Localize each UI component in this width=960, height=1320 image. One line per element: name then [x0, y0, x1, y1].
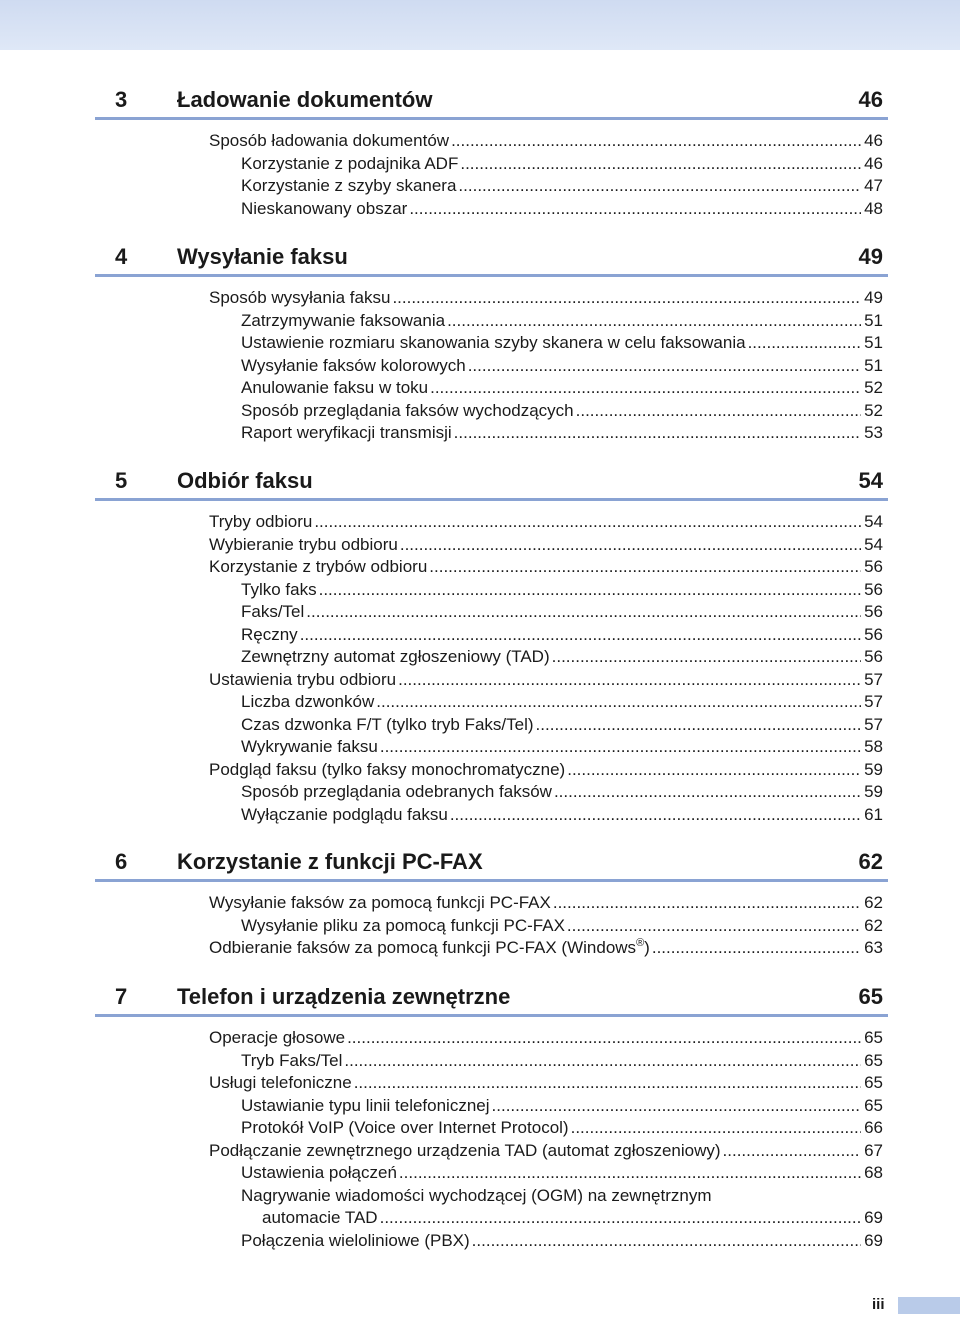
- toc-entry-page: 56: [864, 647, 883, 666]
- toc-entry-page: 65: [864, 1073, 883, 1092]
- toc-entry-title: Wybieranie trybu odbioru: [209, 534, 398, 554]
- toc-entry-page: 56: [864, 624, 883, 644]
- toc-entry-page: 59: [864, 782, 883, 801]
- toc-entry-page: 57: [864, 692, 883, 711]
- chapter-4: [95, 242, 888, 442]
- toc-entry[interactable]: [95, 355, 888, 378]
- toc-entry-title: Wysyłanie pliku za pomocą funkcji PC-FAX: [241, 915, 565, 935]
- toc-entry[interactable]: [95, 1140, 888, 1163]
- dot-leader: [567, 915, 861, 936]
- toc-entry[interactable]: [95, 915, 888, 938]
- toc-entry-title: Odbieranie faksów za pomocą funkcji PC-FAX (Windows: [209, 938, 637, 957]
- toc-entry-title: Sposób wysyłania faksu: [209, 288, 391, 307]
- toc-entry-page: 46: [864, 153, 883, 173]
- toc-entry[interactable]: [95, 736, 888, 759]
- toc-entry-row: [241, 915, 883, 936]
- chapter-heading[interactable]: [95, 982, 888, 1017]
- toc-entry-row: [241, 1050, 883, 1071]
- chapter-title: Ładowanie dokumentów: [177, 87, 433, 112]
- toc-entry-page: 46: [864, 131, 883, 150]
- footer-band: [898, 1297, 960, 1314]
- dot-leader: [430, 377, 861, 398]
- toc-entry-page: 59: [864, 759, 883, 779]
- dot-leader: [451, 130, 861, 151]
- dot-leader: [380, 736, 861, 757]
- toc-entry-title: Korzystanie z trybów odbioru: [209, 557, 428, 576]
- toc-entry-row: [209, 669, 883, 690]
- toc-entry-page: 48: [864, 198, 883, 218]
- toc-entry-title: Ustawienie rozmiaru skanowania szyby skanera w celu faksowania: [241, 333, 746, 352]
- toc-entry-row: [241, 736, 883, 757]
- dot-leader: [454, 422, 861, 443]
- toc-entry-title: Zatrzymywanie faksowania: [241, 310, 446, 330]
- dot-leader: [380, 1207, 861, 1228]
- toc-entry-page: 57: [864, 669, 883, 689]
- toc-entry-title: Korzystanie z podajnika ADF: [241, 153, 459, 173]
- toc-entry[interactable]: [95, 130, 888, 153]
- toc-entry[interactable]: [95, 1162, 888, 1185]
- dot-leader: [398, 669, 861, 690]
- dot-leader: [409, 198, 861, 219]
- chapter-5: [95, 466, 888, 824]
- toc-entry-title: Tryb Faks/Tel: [241, 1050, 343, 1070]
- toc-entry-page: 54: [864, 534, 883, 554]
- toc-entry-row: [209, 892, 883, 913]
- dot-leader: [652, 937, 861, 958]
- entry-list: [95, 1027, 888, 1252]
- toc-entry-row: [241, 355, 883, 376]
- chapter-page-number: 62: [858, 849, 883, 874]
- toc-entry-page: 65: [864, 1095, 883, 1115]
- dot-leader: [468, 355, 861, 376]
- toc-entry-page: 52: [864, 400, 883, 420]
- toc-entry-row: [209, 759, 883, 780]
- toc-entry[interactable]: [95, 579, 888, 602]
- toc-entry-row: [241, 804, 883, 825]
- toc-entry[interactable]: [95, 1095, 888, 1118]
- toc-entry[interactable]: [95, 892, 888, 915]
- toc-entry[interactable]: [95, 511, 888, 534]
- chapter-7: [95, 982, 888, 1250]
- toc-entry[interactable]: [95, 714, 888, 737]
- toc-entry-row: [209, 1140, 883, 1161]
- toc-entry-page: 69: [864, 1230, 883, 1250]
- toc-entry-page: 56: [864, 602, 883, 621]
- entry-list: [95, 130, 888, 220]
- toc-entry-row: [241, 422, 883, 443]
- toc-entry[interactable]: [95, 1027, 888, 1050]
- dot-leader: [392, 287, 861, 308]
- toc-entry-row: [241, 691, 883, 712]
- toc-entry[interactable]: [95, 937, 888, 960]
- toc-entry-row: [241, 153, 883, 174]
- toc-entry[interactable]: [95, 310, 888, 333]
- toc-entry[interactable]: [95, 198, 888, 221]
- toc-entry-page: 61: [864, 804, 883, 824]
- dot-leader: [354, 1072, 861, 1093]
- toc-entry-title: Korzystanie z szyby skanera: [241, 176, 457, 195]
- toc-entry-title: Tylko faks: [241, 579, 317, 599]
- toc-entry-row: [241, 579, 883, 600]
- chapter-title: Telefon i urządzenia zewnętrzne: [177, 984, 511, 1009]
- toc-entry-title: Protokół VoIP (Voice over Internet Protocol): [241, 1118, 569, 1137]
- toc-entry-row: [241, 198, 883, 219]
- toc-entry-title: Ustawianie typu linii telefonicznej: [241, 1095, 490, 1115]
- toc-entry-page: 47: [864, 176, 883, 195]
- chapter-3: [95, 85, 888, 218]
- toc-entry-page: 51: [864, 333, 883, 352]
- toc-entry-title: Wyłączanie podglądu faksu: [241, 804, 448, 824]
- toc-entry-title: Usługi telefoniczne: [209, 1073, 352, 1092]
- toc-entry-title: Ustawienia trybu odbioru: [209, 669, 397, 689]
- toc-entry-row: [241, 1185, 883, 1206]
- toc-entry-page: 68: [864, 1163, 883, 1182]
- toc-entry[interactable]: [95, 1230, 888, 1253]
- toc-entry-page: 66: [864, 1118, 883, 1137]
- dot-leader: [450, 804, 861, 825]
- toc-entry-row: [241, 1117, 883, 1138]
- dot-leader: [723, 1140, 861, 1161]
- toc-entry[interactable]: [95, 804, 888, 827]
- toc-entry[interactable]: [95, 781, 888, 804]
- toc-entry[interactable]: [95, 332, 888, 355]
- toc-entry-title: Anulowanie faksu w toku: [241, 378, 429, 397]
- dot-leader: [300, 624, 861, 645]
- toc-entry-row: [209, 1072, 883, 1093]
- chapter-number: 7: [115, 984, 128, 1009]
- toc-entry[interactable]: [95, 175, 888, 198]
- chapter-heading[interactable]: [95, 847, 888, 882]
- toc-entry-title: Zewnętrzny automat zgłoszeniowy (TAD): [241, 647, 550, 666]
- toc-entry-page: 53: [864, 423, 883, 442]
- toc-entry-row: [209, 534, 883, 555]
- toc-entry-title: Wykrywanie faksu: [241, 737, 378, 756]
- toc-entry-title: Sposób przeglądania odebranych faksów: [241, 782, 552, 801]
- dot-leader: [458, 175, 861, 196]
- chapter-heading[interactable]: [95, 85, 888, 120]
- toc-entry-page: 65: [864, 1050, 883, 1070]
- dot-leader: [554, 781, 861, 802]
- toc-entry-page: 52: [864, 378, 883, 397]
- toc-entry-title: Wysyłanie faksów za pomocą funkcji PC-FAX: [209, 893, 551, 912]
- toc-entry[interactable]: [95, 1072, 888, 1095]
- chapter-heading[interactable]: [95, 242, 888, 277]
- dot-leader: [576, 400, 861, 421]
- chapter-number: 3: [115, 87, 128, 112]
- toc-entry-row: [209, 287, 883, 308]
- toc-entry-title: Wysyłanie faksów kolorowych: [241, 355, 466, 375]
- dot-leader: [447, 310, 861, 331]
- toc-entry-row: [209, 556, 883, 577]
- toc-entry-title: Ręczny: [241, 624, 298, 644]
- toc-entry[interactable]: [95, 624, 888, 647]
- toc-entry[interactable]: [95, 1050, 888, 1073]
- chapter-page-number: 54: [858, 468, 883, 493]
- toc-entry-row: [209, 130, 883, 151]
- dot-leader: [552, 646, 861, 667]
- toc-entry-page: 65: [864, 1028, 883, 1047]
- toc-entry-page: 56: [864, 579, 883, 599]
- toc-entry-title: Ustawienia połączeń: [241, 1163, 397, 1182]
- chapter-6: [95, 847, 888, 957]
- toc-entry-row: [241, 714, 883, 735]
- dot-leader: [429, 556, 861, 577]
- toc-entry[interactable]: [95, 556, 888, 579]
- toc-entry-row: [241, 310, 883, 331]
- toc-entry-page: 67: [864, 1140, 883, 1160]
- toc-entry-page: 62: [864, 893, 883, 912]
- dot-leader: [400, 534, 861, 555]
- toc-entry-title: Nieskanowany obszar: [241, 198, 408, 218]
- toc-entry-row: [241, 377, 883, 398]
- toc-entry-page: 51: [864, 310, 883, 330]
- registered-mark: ®: [636, 937, 645, 949]
- toc-entry[interactable]: [95, 534, 888, 557]
- toc-entry[interactable]: [95, 759, 888, 782]
- toc-entry-page: 54: [864, 512, 883, 531]
- toc-entry[interactable]: [95, 1207, 888, 1230]
- dot-leader: [319, 579, 861, 600]
- toc-entry-title: Raport weryfikacji transmisji: [241, 423, 452, 442]
- toc-entry-title: Połączenia wieloliniowe (PBX): [241, 1230, 470, 1250]
- toc-entry-title: Liczba dzwonków: [241, 692, 375, 711]
- toc-entry-page: 56: [864, 557, 883, 576]
- chapter-number: 6: [115, 849, 128, 874]
- toc-entry-title: automacie TAD: [262, 1208, 378, 1227]
- toc-entry-row: [241, 1162, 883, 1183]
- chapter-heading[interactable]: [95, 466, 888, 501]
- toc-entry[interactable]: [95, 377, 888, 400]
- toc-entry-title: Czas dzwonka F/T (tylko tryb Faks/Tel): [241, 714, 534, 734]
- dot-leader: [553, 892, 861, 913]
- dot-leader: [536, 714, 861, 735]
- toc-entry[interactable]: [95, 646, 888, 669]
- chapter-page-number: 49: [858, 244, 883, 269]
- toc-entry-title: Tryby odbioru: [209, 512, 313, 531]
- dot-leader: [306, 601, 861, 622]
- toc-entry-page: 63: [864, 938, 883, 957]
- toc-entry-title: Podłączanie zewnętrznego urządzenia TAD (automat zgłoszeniowy): [209, 1140, 721, 1160]
- dot-leader: [571, 1117, 861, 1138]
- chapter-number: 5: [115, 468, 128, 493]
- toc-entry-page: 62: [864, 915, 883, 935]
- chapter-page-number: 46: [858, 87, 883, 112]
- toc-entry-row: [241, 1095, 883, 1116]
- entry-list: [95, 511, 888, 826]
- toc-entry-row: [262, 1207, 883, 1228]
- toc-entry-title: Nagrywanie wiadomości wychodzącej (OGM) na zewnętrznym: [241, 1185, 712, 1205]
- toc-entry-page: 58: [864, 737, 883, 756]
- toc-entry[interactable]: [95, 691, 888, 714]
- chapter-title: Odbiór faksu: [177, 468, 313, 493]
- toc-entry-row: [241, 175, 883, 196]
- toc-entry-row: [241, 624, 883, 645]
- dot-leader: [347, 1027, 861, 1048]
- dot-leader: [314, 511, 861, 532]
- chapter-page-number: 65: [858, 984, 883, 1009]
- dot-leader: [472, 1230, 861, 1251]
- chapter-title: Wysyłanie faksu: [177, 244, 348, 269]
- toc-entry-title: Faks/Tel: [241, 602, 305, 621]
- toc-entry-title: Sposób ładowania dokumentów: [209, 131, 450, 150]
- toc-entry-row: [241, 646, 883, 667]
- toc-entry[interactable]: [95, 1117, 888, 1140]
- toc-entry-row: [241, 601, 883, 622]
- toc-entry[interactable]: [95, 1185, 888, 1208]
- toc-entry-row: [241, 781, 883, 802]
- dot-leader: [567, 759, 861, 780]
- toc-entry-page: 69: [864, 1208, 883, 1227]
- dot-leader: [492, 1095, 861, 1116]
- toc-entry-row: [241, 1230, 883, 1251]
- toc-entry-page: 49: [864, 288, 883, 307]
- page-number: iii: [872, 1296, 885, 1313]
- toc-entry-row: [241, 332, 883, 353]
- entry-list: [95, 892, 888, 960]
- toc-entry-row: [209, 511, 883, 532]
- toc-entry[interactable]: [95, 669, 888, 692]
- toc-entry-row: [209, 1027, 883, 1048]
- toc-entry-page: 51: [864, 355, 883, 375]
- toc-entry-title-tail: ): [644, 938, 650, 957]
- chapter-title: Korzystanie z funkcji PC-FAX: [177, 849, 483, 874]
- dot-leader: [376, 691, 861, 712]
- toc-entry-row: [209, 937, 883, 961]
- chapter-number: 4: [115, 244, 128, 269]
- dot-leader: [460, 153, 861, 174]
- dot-leader: [748, 332, 861, 353]
- toc-entry-row: [241, 400, 883, 421]
- toc-entry-title: Podgląd faksu (tylko faksy monochromatyczne): [209, 759, 566, 779]
- dot-leader: [399, 1162, 861, 1183]
- toc-entry[interactable]: [95, 422, 888, 445]
- entry-list: [95, 287, 888, 445]
- toc-entry-title: Sposób przeglądania faksów wychodzących: [241, 400, 574, 420]
- toc-entry[interactable]: [95, 153, 888, 176]
- toc-entry-title: Operacje głosowe: [209, 1028, 346, 1047]
- dot-leader: [344, 1050, 861, 1071]
- toc-entry[interactable]: [95, 287, 888, 310]
- toc-entry[interactable]: [95, 400, 888, 423]
- toc-entry-page: 57: [864, 714, 883, 734]
- toc-entry[interactable]: [95, 601, 888, 624]
